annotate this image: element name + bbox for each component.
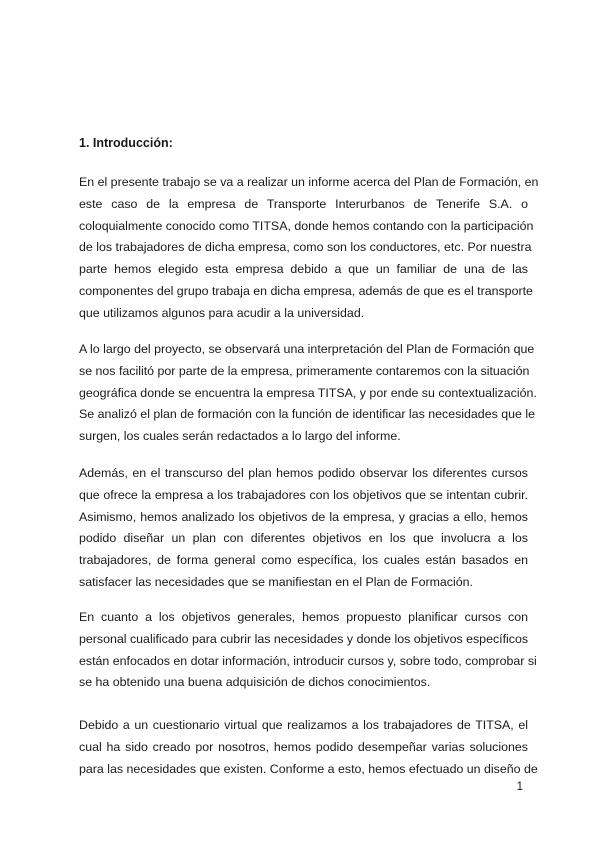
paragraph-line: cual ha sido creado por nosotros, hemos podido desempeñar varias soluciones <box>79 739 528 754</box>
paragraph-line: para las necesidades que existen. Conforme a esto, hemos efectuado un diseño de <box>79 761 538 776</box>
paragraph-line: de los trabajadores de dicha empresa, como son los conductores, etc. Por nuestra <box>79 240 532 255</box>
paragraph-line: personal cualificado para cubrir las necesidades y donde los objetivos específicos <box>79 631 529 646</box>
paragraph-courses <box>79 463 528 594</box>
paragraph-line: este caso de la empresa de Transporte Interurbanos de Tenerife S.A. o <box>79 196 528 211</box>
paragraph-line: geográfica donde se encuentra la empresa TITSA, y por ende su contextualización. <box>79 385 537 400</box>
paragraph-line: A lo largo del proyecto, se observará una interpretación del Plan de Formación que <box>79 342 535 356</box>
paragraph-line: En cuanto a los objetivos generales, hemos propuesto planificar cursos con <box>79 610 528 624</box>
paragraph-line: Debido a un cuestionario virtual que realizamos a los trabajadores de TITSA, el <box>79 718 528 732</box>
paragraph-line: coloquialmente conocido como TITSA, donde hemos contando con la participación <box>79 218 534 233</box>
section-heading: 1. Introducción: <box>79 136 173 150</box>
paragraph-line: Además, en el transcurso del plan hemos podido observar los diferentes cursos <box>79 466 528 480</box>
paragraph-line: se ha obtenido una buena adquisición de dichos conocimientos. <box>79 675 431 690</box>
paragraph-line: están enfocados en dotar información, introducir cursos y, sobre todo, comprobar si <box>79 653 537 668</box>
paragraph-line: se nos facilitó por parte de la empresa, primeramente contaremos con la situación <box>79 363 530 378</box>
paragraph-line: que utilizamos algunos para acudir a la universidad. <box>79 305 365 320</box>
paragraph-line: trabajadores, de forma general como específica, los cuales están basados en <box>79 553 528 568</box>
page-number: 1 <box>516 781 523 793</box>
paragraph-line: parte hemos elegido esta empresa debido a que un familiar de una de las <box>79 262 528 277</box>
paragraph-line: componentes del grupo trabaja en dicha empresa, además de que es el transporte <box>79 283 533 298</box>
paragraph-line: satisfacer las necesidades que se manifiestan en el Plan de Formación. <box>79 574 473 589</box>
paragraph-questionnaire <box>79 715 538 780</box>
paragraph-line: En el presente trabajo se va a realizar un informe acerca del Plan de Formación, en <box>79 175 539 189</box>
paragraph-objectives <box>79 607 537 694</box>
paragraph-introduction <box>79 172 539 325</box>
paragraph-line: surgen, los cuales serán redactados a lo largo del informe. <box>79 429 401 444</box>
paragraph-project-overview <box>79 339 537 448</box>
paragraph-line: Se analizó el plan de formación con la función de identificar las necesidades que le <box>79 407 535 422</box>
paragraph-line: podido diseñar un plan con diferentes objetivos en los que involucra a los <box>79 531 528 546</box>
paragraph-line: Asimismo, hemos analizado los objetivos de la empresa, y gracias a ello, hemos <box>79 509 528 524</box>
paragraph-line: que ofrece la empresa a los trabajadores con los objetivos que se intentan cubrir. <box>79 487 528 502</box>
